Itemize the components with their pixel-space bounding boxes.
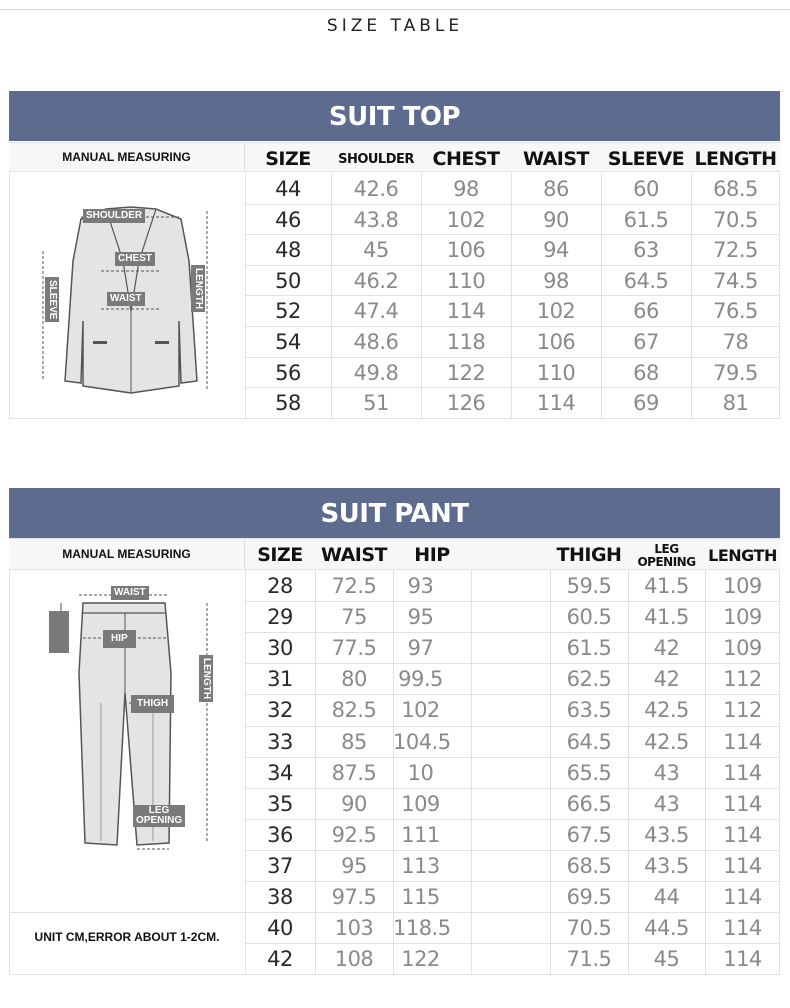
value-cell: 68.5 [566,853,612,878]
size-cell: 44 [275,177,301,201]
size-cell: 35 [267,791,293,816]
leg-opening-line1: LEG [654,542,679,556]
value-cell: 97.5 [331,885,377,909]
size-cell: 42 [267,947,293,972]
suit-pant-col-hip: HIP [414,544,450,566]
jacket-chest-tag: CHEST [115,252,155,266]
value-cell: 49.8 [353,360,399,385]
row-divider [245,234,780,235]
row-divider [245,326,780,327]
value-cell: 75 [341,605,367,630]
value-cell: 102 [536,299,576,324]
pant-length-tag: LENGTH [199,655,213,702]
row-divider [245,850,780,851]
value-cell: 82.5 [331,698,377,723]
value-cell: 65.5 [566,760,612,785]
suit-pant-col-leg-opening [628,540,705,570]
value-cell: 118 [446,330,486,354]
value-cell: 43.5 [644,853,689,878]
value-cell: 68 [633,360,659,385]
value-cell: 60 [633,177,659,201]
value-cell: 76.5 [713,299,758,324]
value-cell: 109 [723,605,762,630]
value-cell: 74.5 [713,268,758,293]
value-cell: 42.6 [353,177,399,201]
row-divider [245,943,780,944]
value-cell: 66 [633,299,659,324]
jacket-figure [31,201,231,401]
value-cell: 98 [453,177,479,201]
value-cell: 99.5 [398,667,443,692]
value-cell: 63.5 [566,698,612,723]
value-cell: 114 [446,299,486,324]
value-cell: 42.5 [644,729,689,754]
value-cell: 41.5 [644,574,689,598]
value-cell: 113 [401,853,440,878]
grid-line [471,570,472,974]
value-cell: 47.4 [353,299,399,324]
value-cell: 90 [543,207,569,232]
value-cell: 114 [723,791,762,816]
value-cell: 114 [723,729,762,754]
value-cell: 42.5 [644,698,689,723]
suit-top-banner: SUIT TOP [9,91,780,141]
value-cell: 90 [341,791,367,816]
value-cell: 114 [723,760,762,785]
table-bottom-border [9,418,780,419]
value-cell: 45 [653,947,680,972]
value-cell: 77.5 [331,636,377,661]
size-cell: 56 [275,360,301,385]
page-title: SIZE TABLE [326,16,464,36]
suit-top-col-sleeve: SLEEVE [607,148,685,170]
value-cell: 97 [407,636,434,661]
top-divider [0,9,790,10]
suit-top-col-length: LENGTH [694,148,777,170]
row-divider [245,726,780,727]
value-cell: 114 [723,822,762,847]
value-cell: 66.5 [566,791,612,816]
size-cell: 58 [275,391,301,416]
value-cell: 108 [334,947,374,972]
value-cell: 92.5 [331,822,377,847]
suit-top-col-size: SIZE [265,148,311,170]
value-cell: 80 [341,667,367,692]
value-cell: 44.5 [644,916,689,941]
trousers-figure [39,583,229,858]
row-divider [245,632,780,633]
size-cell: 40 [267,916,293,941]
row-divider [245,357,780,358]
value-cell: 114 [723,885,762,909]
value-cell: 114 [723,916,762,941]
value-cell: 63 [633,238,659,263]
pant-leg-opening-tag [133,805,185,827]
grid-line [9,570,10,974]
suit-pant-col-size: SIZE [257,544,303,566]
value-cell: 42 [653,636,680,661]
jacket-length-tag: LENGTH [191,265,205,312]
value-cell: 62.5 [566,667,612,692]
pant-leg-opening-line2: OPENING [136,815,183,826]
value-cell: 68.5 [713,177,758,201]
value-cell: 67.5 [566,822,612,847]
value-cell: 114 [723,853,762,878]
leg-opening-line2: OPENING [637,555,696,569]
row-divider [9,912,780,913]
value-cell: 102 [401,698,440,723]
row-divider [245,601,780,602]
pant-leg-opening-line1: LEG [148,805,170,816]
value-cell: 71.5 [566,947,612,972]
value-cell: 122 [401,947,440,972]
size-cell: 52 [275,299,301,324]
row-divider [245,881,780,882]
value-cell: 43 [653,760,680,785]
size-cell: 46 [275,207,301,232]
suit-top-col-chest: CHEST [432,148,500,170]
value-cell: 43 [653,791,680,816]
value-cell: 112 [723,698,762,723]
value-cell: 98 [543,268,569,293]
row-divider [245,694,780,695]
value-cell: 109 [723,636,762,661]
value-cell: 42 [653,667,680,692]
value-cell: 67 [633,330,659,354]
size-cell: 29 [267,605,293,630]
pant-hip-tag: HIP [103,630,136,648]
value-cell: 64.5 [623,268,669,293]
value-cell: 72.5 [713,238,758,263]
value-cell: 87.5 [331,760,377,785]
value-cell: 86 [543,177,569,201]
value-cell: 112 [723,667,762,692]
value-cell: 79.5 [713,360,758,385]
value-cell: 111 [401,822,440,847]
value-cell: 51 [363,391,389,416]
value-cell: 43.5 [644,822,689,847]
value-cell: 81 [722,391,749,416]
value-cell: 95 [341,853,367,878]
value-cell: 48.6 [353,330,399,354]
jacket-sleeve-tag: SLEEVE [45,277,59,322]
suit-top-manual-label: MANUAL MEASURING [9,142,245,172]
suit-top-col-shoulder: SHOULDER [338,152,414,167]
value-cell: 61.5 [566,636,612,661]
value-cell: 41.5 [644,605,689,630]
value-cell: 115 [401,885,440,909]
value-cell: 103 [334,916,374,941]
row-divider [245,788,780,789]
jacket-shoulder-tag: SHOULDER [83,209,145,223]
value-cell: 114 [723,947,762,972]
value-cell: 70.5 [566,916,612,941]
size-cell: 54 [275,330,301,354]
value-cell: 95 [407,605,434,630]
size-cell: 28 [267,574,293,598]
value-cell: 44 [653,885,680,909]
size-cell: 48 [275,238,301,263]
unit-note: UNIT CM,ERROR ABOUT 1-2CM. [34,930,220,944]
size-cell: 30 [267,636,293,661]
value-cell: 106 [536,330,576,354]
pant-thigh-tag: THIGH [131,695,174,713]
size-cell: 36 [267,822,293,847]
suit-pant-section [9,488,780,975]
size-cell: 32 [267,698,293,723]
suit-top-section [9,91,780,423]
size-cell: 31 [267,667,293,692]
value-cell: 69 [633,391,659,416]
value-cell: 122 [446,360,486,385]
grid-line [9,173,10,418]
row-divider [245,295,780,296]
suit-pant-col-thigh: THIGH [556,544,622,566]
size-cell: 38 [267,885,293,909]
value-cell: 70.5 [713,207,758,232]
suit-pant-col-length: LENGTH [708,546,777,565]
value-cell: 69.5 [566,885,612,909]
row-divider [245,819,780,820]
suit-pant-banner: SUIT PANT [9,488,780,538]
size-cell: 34 [267,760,293,785]
jacket-waist-tag: WAIST [107,292,145,306]
table-bottom-border [9,974,780,975]
value-cell: 109 [401,791,440,816]
value-cell: 72.5 [331,574,377,598]
value-cell: 109 [723,574,762,598]
value-cell: 10 [407,760,434,785]
suit-pant-col-waist: WAIST [320,544,388,566]
size-cell: 33 [267,729,293,754]
value-cell: 126 [446,391,486,416]
value-cell: 46.2 [353,268,399,293]
value-cell: 59.5 [566,574,612,598]
size-cell: 50 [275,268,301,293]
row-divider [245,204,780,205]
pant-waist-tag: WAIST [111,586,149,600]
value-cell: 85 [341,729,367,754]
value-cell: 45 [363,238,389,263]
size-cell: 37 [267,853,293,878]
value-cell: 61.5 [623,207,669,232]
value-cell: 104.5 [393,729,451,754]
value-cell: 43.8 [353,207,399,232]
value-cell: 78 [722,330,749,354]
value-cell: 110 [536,360,576,385]
value-cell: 64.5 [566,729,612,754]
value-cell: 102 [446,207,486,232]
row-divider [245,265,780,266]
value-cell: 93 [407,574,434,598]
value-cell: 60.5 [566,605,612,630]
suit-top-col-waist: WAIST [522,148,590,170]
value-cell: 94 [543,238,569,263]
suit-pant-manual-label: MANUAL MEASURING [9,539,245,569]
value-cell: 118.5 [393,916,451,941]
value-cell: 114 [536,391,576,416]
value-cell: 110 [446,268,486,293]
row-divider [245,387,780,388]
value-cell: 106 [446,238,486,263]
row-divider [245,757,780,758]
row-divider [245,663,780,664]
